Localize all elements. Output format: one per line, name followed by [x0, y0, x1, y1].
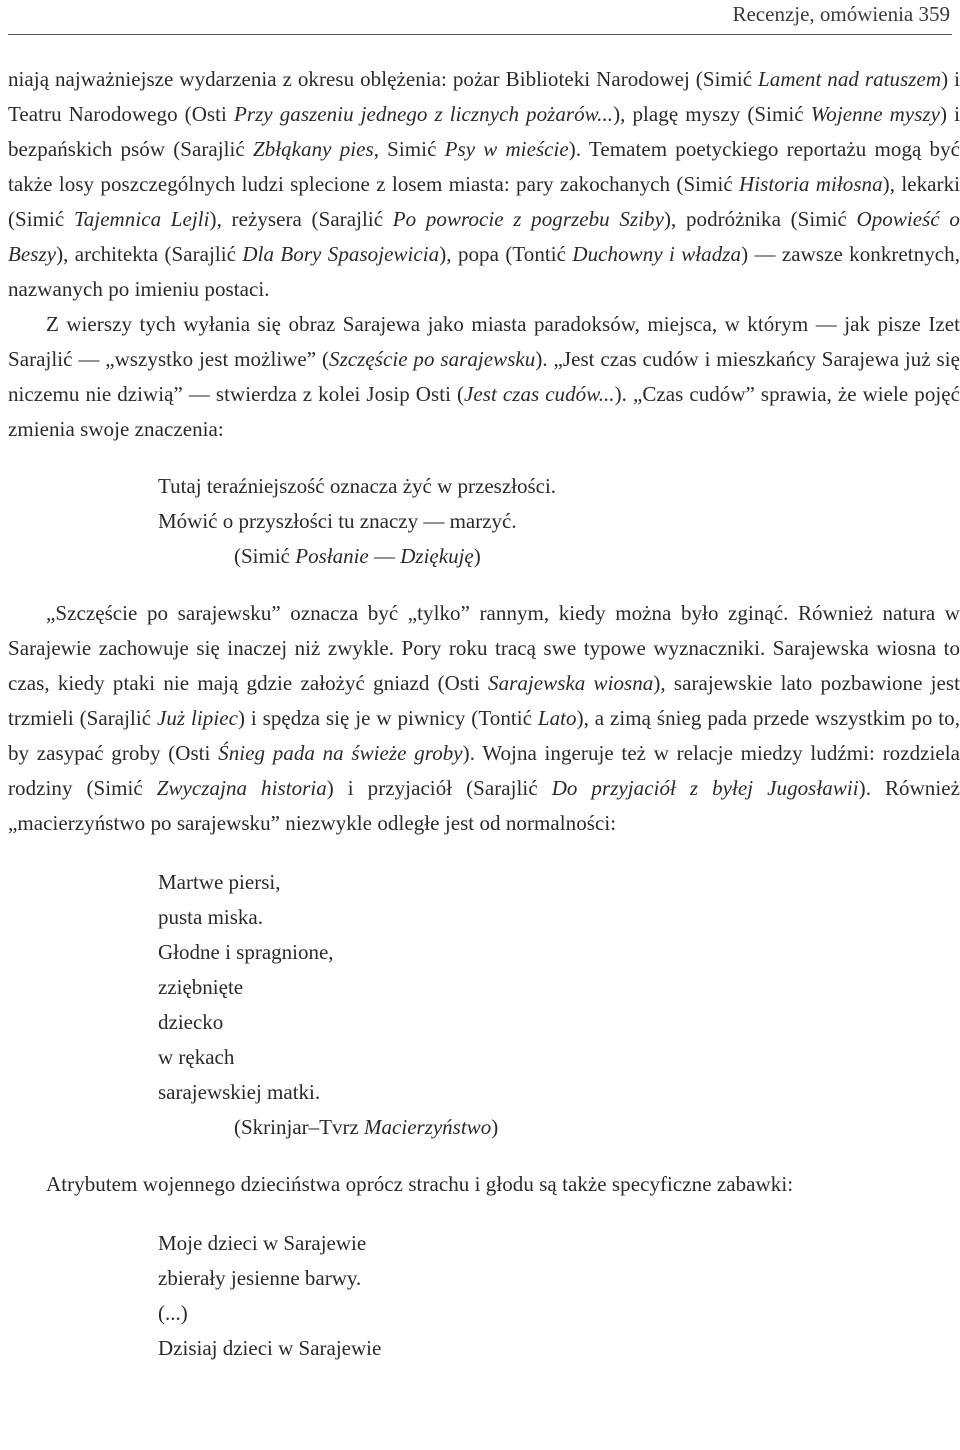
- title-duchowny: Duchowny i władza: [572, 242, 742, 266]
- verse-line: Dzisiaj dzieci w Sarajewie: [158, 1336, 382, 1360]
- title-szczescie: Szczęście po sarajewsku: [329, 347, 536, 371]
- quote-poslanie: [8, 469, 960, 574]
- title-macierzynstwo: Macierzyństwo: [364, 1115, 492, 1139]
- title-historia-milosna: Historia miłosna: [739, 172, 883, 196]
- text-run: ). Tematem poetyckiego reportażu mogą być także losy poszczególnych ludzi splecione z losem miasta: pary zakochanych (Simić: [8, 137, 960, 196]
- quote-source: [158, 539, 960, 574]
- quote-moje-dzieci: [8, 1226, 960, 1366]
- text-run: ) i Teatru Narodowego (Osti: [8, 67, 960, 126]
- text-run: , Simić: [373, 137, 445, 161]
- verse-line: Głodne i spragnione,: [158, 940, 334, 964]
- header-rule: [8, 34, 952, 35]
- verse-line: Martwe piersi,: [158, 870, 281, 894]
- text-run: ). Wojna ingeruje też w relacje miedzy ludźmi: rozdziela rodziny (Simić: [8, 741, 960, 800]
- text-run: ): [491, 1115, 499, 1139]
- title-lato: Lato: [537, 706, 577, 730]
- title-przy-gaszeniu: Przy gaszeniu jednego z licznych pożarów...: [233, 102, 614, 126]
- verse-line: zbierały jesienne barwy.: [158, 1266, 362, 1290]
- text-run: ) i bezpańskich psów (Sarajlić: [8, 102, 960, 161]
- title-lament: Lament nad ratuszem: [758, 67, 942, 91]
- text-run: Z wierszy tych wyłania się obraz Sarajewa jako miasta paradoksów, miejsca, w którym — jak pisze Izet Sarajlić — „wszystko jest możliwe” (: [8, 312, 960, 371]
- text-run: niają najważniejsze wydarzenia z okresu oblężenia: pożar Biblioteki Narodowej (Simić: [8, 67, 759, 91]
- title-zblakany-pies: Zbłąkany pies: [252, 137, 374, 161]
- title-wojenne-myszy: Wojenne myszy: [810, 102, 941, 126]
- paragraph-paradoxes: [8, 307, 960, 447]
- verse-line: w rękach: [158, 1045, 235, 1069]
- text-run: ), popa (Tontić: [439, 242, 573, 266]
- title-jest-czas-cudow: Jest czas cudów...: [464, 382, 615, 406]
- verse-line: Moje dzieci w Sarajewie: [158, 1231, 367, 1255]
- verse-line: pusta miska.: [158, 905, 263, 929]
- text-run: ), podróżnika (Simić: [663, 207, 857, 231]
- running-header: Recenzje, omówienia 359: [732, 2, 950, 26]
- title-do-przyjaciol: Do przyjaciół z byłej Jugosławii: [551, 776, 859, 800]
- title-zwyczajna-historia: Zwyczajna historia: [156, 776, 327, 800]
- text-run: ), lekarki (Simić: [8, 172, 960, 231]
- title-psy-w-miescie: Psy w mieście: [444, 137, 569, 161]
- text-run: (Skrinjar–Tvrz: [234, 1115, 365, 1139]
- text-run: ), sarajewskie lato pozbawione jest trzmieli (Sarajlić: [8, 671, 960, 730]
- verse-line: dziecko: [158, 1010, 224, 1034]
- text-run: Atrybutem wojennego dzieciństwa oprócz strachu i głodu są także specyficzne zabawki:: [46, 1172, 794, 1196]
- text-run: ). „Jest czas cudów i mieszkańcy Sarajewa już się niczemu nie dziwią” — stwierdza z kolei Josip Osti (: [8, 347, 960, 406]
- text-run: —: [368, 544, 401, 568]
- title-tajemnica-lejli: Tajemnica Lejli: [73, 207, 210, 231]
- paragraph-toys: [8, 1167, 960, 1202]
- text-run: ), reżysera (Sarajlić: [209, 207, 393, 231]
- text-run: ), a zimą śnieg pada przede wszystkim po to, by zasypać groby (Osti: [8, 706, 960, 765]
- title-po-powrocie: Po powrocie z pogrzebu Sziby: [392, 207, 664, 231]
- title-poslanie: Posłanie: [295, 544, 369, 568]
- text-run: ) i przyjaciół (Sarajlić: [326, 776, 552, 800]
- title-dziekuje: Dziękuję: [400, 544, 474, 568]
- text-run: ). „Czas cudów” sprawia, że wiele pojęć zmienia swoje znaczenia:: [8, 382, 960, 441]
- title-sarajewska-wiosna: Sarajewska wiosna: [488, 671, 654, 695]
- verse-line: (...): [158, 1301, 188, 1325]
- title-opowiesc-o-beszy: Opowieść o Beszy: [8, 207, 960, 266]
- page-body: [8, 62, 960, 1366]
- text-run: ), plagę myszy (Simić: [613, 102, 811, 126]
- paragraph-siege-events: [8, 62, 960, 307]
- text-run: ) — zawsze konkretnych, nazwanych po imieniu postaci.: [8, 242, 960, 301]
- title-dla-bory: Dla Bory Spasojewicia: [242, 242, 440, 266]
- text-run: (Simić: [234, 544, 296, 568]
- paragraph-seasons: [8, 596, 960, 841]
- verse-line: zziębnięte: [158, 975, 244, 999]
- title-juz-lipiec: Już lipiec: [157, 706, 238, 730]
- quote-source: [158, 1110, 960, 1145]
- text-run: ): [473, 544, 481, 568]
- quote-macierzynstwo: [8, 865, 960, 1145]
- text-run: „Szczęście po sarajewsku” oznacza być „tylko” rannym, kiedy można było zginąć. Również natura w Sarajewie zachowuje się inaczej niż zwykle. Pory roku tracą swe typowe wyznaczniki. Sarajewska wiosna to czas, kiedy ptaki nie mają gdzie założyć gniazd (Osti: [8, 601, 960, 695]
- text-run: ) i spędza się je w piwnicy (Tontić: [237, 706, 538, 730]
- verse-line: Mówić o przyszłości tu znaczy — marzyć.: [158, 509, 517, 533]
- verse-line: sarajewskiej matki.: [158, 1080, 321, 1104]
- verse-line: Tutaj teraźniejszość oznacza żyć w przeszłości.: [158, 474, 557, 498]
- title-snieg-pada: Śnieg pada na świeże groby: [218, 741, 463, 765]
- text-run: ). Również „macierzyństwo po sarajewsku” niezwykle odległe jest od normalności:: [8, 776, 960, 835]
- text-run: ), architekta (Sarajlić: [56, 242, 243, 266]
